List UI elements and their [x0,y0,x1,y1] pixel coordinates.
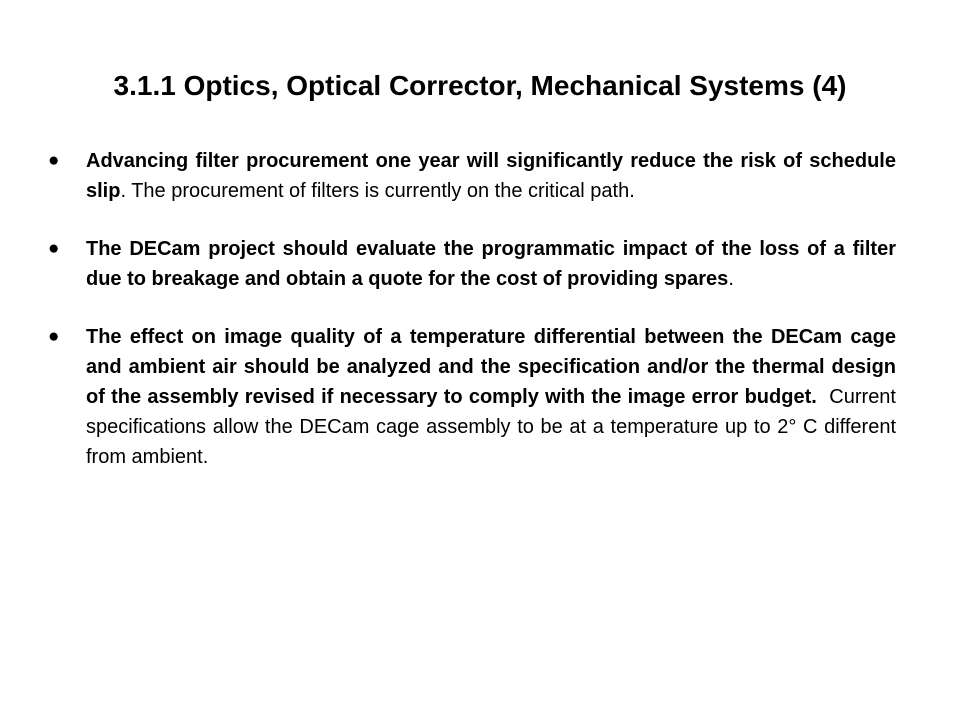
bullet-body-text: . The procurement of filters is currently on the critical path. [120,180,635,202]
bullet-body-text: Current specifications allow the DECam cage assembly to be at a temperature up to 2° C different from ambient. [86,386,902,468]
bullet-icon: ● [48,238,60,259]
bullet-list [48,146,902,472]
bullet-bold-text: Advancing filter procurement one year will significantly reduce the risk of schedule slip [86,150,896,202]
bullet-item-filter-spares [48,234,896,294]
bullet-icon: ● [48,150,60,171]
bullet-bold-text: The DECam project should evaluate the programmatic impact of the loss of a filter due to breakage and obtain a quote for the cost of providing spares [86,238,896,290]
bullet-body-text: . [728,268,734,290]
bullet-item-filter-procurement [48,146,896,206]
bullet-icon: ● [48,326,60,347]
bullet-item-thermal-differential [48,322,902,472]
bullet-bold-text: The effect on image quality of a temperature differential between the DECam cage and ambient air should be analyzed and the specification and/or the thermal design of the assembly revised if necessary to comply with the image error budget. [86,326,896,408]
slide-title: 3.1.1 Optics, Optical Corrector, Mechanical Systems (4) [113,70,847,101]
